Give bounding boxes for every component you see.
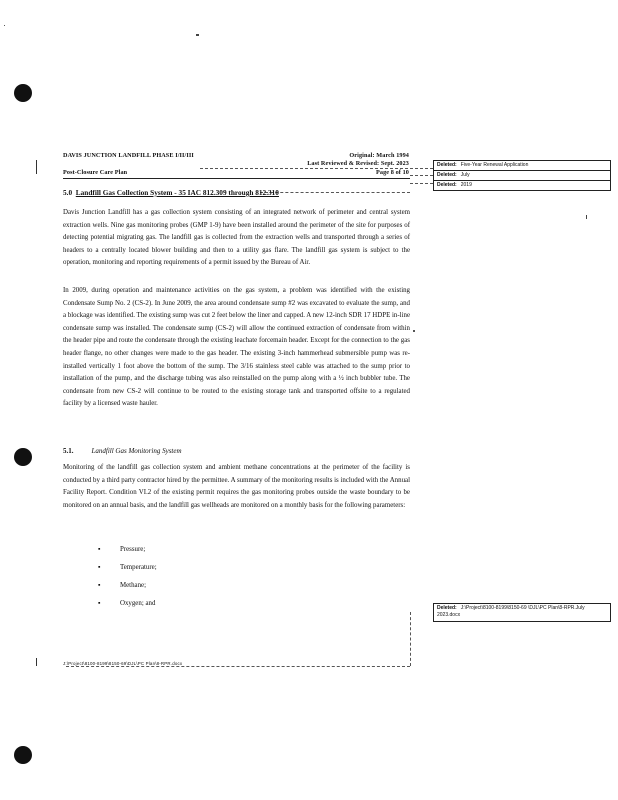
comment-text: J:\Project\8100-8199\8150-69 \DJL\PC Plan\8-RPR.July 2023.docx (437, 605, 585, 618)
comment-text: Five-Year Renewal Application (460, 162, 529, 168)
bullet-icon: ▪ (98, 582, 101, 589)
list-item: ▪ Oxygen; and (98, 600, 156, 607)
header-facility: DAVIS JUNCTION LANDFILL PHASE I/II/III (63, 152, 194, 159)
scan-speck (4, 25, 5, 26)
comment-label: Deleted: (437, 605, 457, 611)
comment-text: 2019 (460, 182, 472, 188)
punch-hole-top (14, 84, 32, 102)
bullet-icon: ▪ (98, 546, 101, 553)
subsection-title: Landfill Gas Monitoring System (91, 447, 182, 455)
section-paragraph-2: In 2009, during operation and maintenance activities on the gas system, a problem was identified with the existing Condensate Sump No. 2 (CS-2). In June 2009, the area around condensate sump #2 was excavated to evaluate the sump, and a blockage was identified. The existing sump was cut 2 feet below the liner and capped. A new 12-inch SDR 17 HDPE in-line condensate sump was installed. The condensate sump (CS-2) will allow the continued extraction of condensate from within the header pipe and route the condensate through the existing leachate forcemain header. Except for the connection to the gas header flange, no other changes were made to the gas header. The existing 3-inch hammerhead submersible pump was re-installed vertically 1 foot above the bottom of the sump. The 3/16 stainless steel cable was attached to the sump prior to installation of the pump, and the discharge tubing was also reinstalled on the pump along with a ½ inch bubbler tube. The condensate from new CS-2 will continue to be routed to the existing storage tank and transported offsite to a regulated facility by a licensed waste hauler. (63, 287, 411, 408)
comment-leader (410, 183, 433, 184)
comment-leader (260, 192, 410, 193)
subsection-number: 5.1. (63, 447, 74, 455)
punch-hole-bottom (14, 746, 32, 764)
comment-leader-vertical (410, 612, 411, 666)
section-number: 5.0 (63, 188, 73, 197)
comment-label: Deleted: (437, 172, 457, 178)
section-paragraph-1: Davis Junction Landfill has a gas collection system consisting of an integrated network of perimeter and central system extraction wells. Nine gas monitoring probes (GMP 1-9) have been installed around the perimeter of the site for purposes of detecting potential migrating gas. The landfill gas is collected from the extraction wells and transported through a series of headers to a centrally located blower building and then to a utility gas flare. The landfill gas system is subject to the operation, monitoring and reporting requirements of a permit issued by the Bureau of Air. (63, 209, 410, 267)
comment-leader (66, 666, 410, 667)
header-original-date: Original: March 1994 (349, 152, 409, 159)
list-item: ▪ Pressure; (98, 546, 146, 553)
header-page-number: Page 8 of 10 (376, 169, 409, 176)
header-revised-date: Last Reviewed & Revised: Sept. 2023 (307, 160, 409, 167)
subsection-paragraph: Monitoring of the landfill gas collection system and ambient methane concentrations at the perimeter of the facility is conducted by a third party contractor hired by the permittee. A summary of the monitoring results is included with the Annual Facility Report. Condition VI.2 of the existing permit requires the gas monitoring probes outside the waste boundary to be monitored on an annual basis, and the landfill gas wellheads are monitored on a monthly basis for the following parameters: (63, 464, 410, 509)
change-bar (36, 658, 37, 666)
comment-leader (410, 175, 433, 176)
section-heading (63, 188, 279, 197)
list-item: ▪ Temperature; (98, 564, 157, 571)
header-rule (63, 178, 410, 179)
scan-speck (413, 330, 415, 332)
comment-deleted-4[interactable] (433, 603, 611, 622)
subsection-heading (63, 447, 182, 455)
comment-label: Deleted: (437, 162, 457, 168)
bullet-icon: ▪ (98, 600, 101, 607)
list-item: ▪ Methane; (98, 582, 147, 589)
comment-deleted-3[interactable] (433, 180, 611, 191)
change-bar (36, 160, 37, 174)
comment-label: Deleted: (437, 182, 457, 188)
scan-speck (586, 215, 587, 219)
comment-leader (200, 168, 433, 169)
bullet-icon: ▪ (98, 564, 101, 571)
scan-speck (196, 34, 199, 36)
section-title: Landfill Gas Collection System - 35 IAC 812.309 through 812.310 (75, 188, 279, 197)
footer-file-path: J:\Project\8100-8199\8150-69\DJL\PC Plan\8-RPR.docx (63, 661, 183, 666)
header-plan-title: Post-Closure Care Plan (63, 169, 128, 176)
punch-hole-middle (14, 448, 32, 466)
comment-text: July (460, 172, 470, 178)
